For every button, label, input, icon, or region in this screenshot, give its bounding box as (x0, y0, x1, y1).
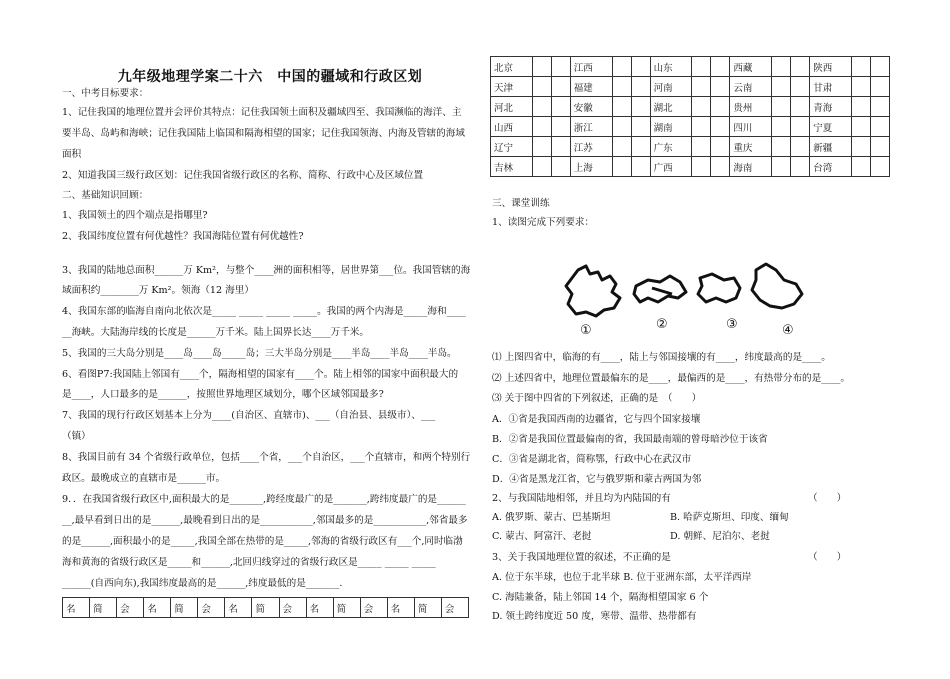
figure-label-1: ① (580, 323, 592, 338)
header-cell: 名 (387, 598, 414, 618)
province-name-cell: 甘肃 (810, 77, 852, 97)
province-2-outline (634, 276, 686, 302)
practice-2-option-D: D. 朝鲜、尼泊尔、老挝 (670, 531, 770, 542)
question-7-line-1: 7、我国的现行行政区划基本上分为____(自治区、直辖市)、___（自治县、县级市）、___ (62, 410, 436, 421)
province-1-outline (566, 266, 620, 316)
province-blank-cell (692, 157, 711, 177)
province-blank-cell (551, 97, 570, 117)
province-blank-cell (551, 117, 570, 137)
province-blank-cell (532, 97, 551, 117)
question-9-line-5: ______(自西向东),我国纬度最高的是______,纬度最低的是_______. (62, 578, 343, 589)
province-blank-cell (631, 117, 650, 137)
header-cell: 会 (279, 598, 306, 618)
section-heading-practice: 三、课堂训练 (492, 198, 550, 209)
province-blank-cell (612, 117, 631, 137)
province-blank-cell (612, 97, 631, 117)
question-9-line-4: 海和黄海的省级行政区是_____和______,北回归线穿过的省级行政区是_____ _____ _____ (62, 557, 436, 568)
province-blank-cell (791, 117, 810, 137)
header-cell: 会 (117, 598, 144, 618)
province-name-cell: 青海 (810, 97, 852, 117)
province-name-cell: 江苏 (570, 137, 612, 157)
question-4-line-1: 4、我国东部的临海自南向北依次是_____ _____ _____ _____。我国的两个内海是_____海和____ (62, 306, 466, 317)
practice-1-sub-3: ⑶ 关于图中四省的下列叙述，正确的是 （ ） (492, 393, 702, 404)
practice-3-answer-paren: （ ） (808, 552, 847, 563)
header-cell: 简 (171, 598, 198, 618)
question-8-line-1: 8、我国目前有 34 个省级行政单位，包括____个省，___个自治区，___个直辖市，和两个特别行 (62, 452, 471, 463)
province-name-cell: 海南 (730, 157, 772, 177)
practice-1-sub-2: ⑵ 上述四省中，地理位置最偏东的是____，最偏西的是____，有热带分布的是____。 (492, 373, 851, 384)
question-6-line-2: 是____，人口最多的是______，按照世界地理区域划分，哪个区域邻国最多? (62, 389, 384, 400)
province-blank-cell (612, 137, 631, 157)
practice-3-option-AB: A. 位于东半球，也位于北半球 B. 位于亚洲东部，太平洋西岸 (492, 572, 752, 583)
province-name-cell: 重庆 (730, 137, 772, 157)
province-name-cell: 西藏 (730, 57, 772, 77)
header-cell: 名 (144, 598, 171, 618)
practice-3-option-D: D. 领土跨纬度近 50 度，寒带、温带、热带都有 (492, 611, 697, 622)
province-outline-figure (560, 258, 830, 340)
page-title: 九年级地理学案二十六 中国的疆域和行政区划 (117, 69, 423, 85)
header-cell: 名 (63, 598, 90, 618)
province-blank-cell (852, 97, 871, 117)
province-blank-cell (852, 137, 871, 157)
province-blank-cell (852, 57, 871, 77)
practice-2-answer-paren: （ ） (808, 493, 847, 504)
province-blank-cell (772, 157, 791, 177)
province-3-outline (698, 274, 740, 302)
province-blank-cell (532, 57, 551, 77)
option-B: B．②省是我国位置最偏南的省，我国最南端的曾母暗沙位于该省 (492, 434, 768, 445)
question-9-line-3: 的是______,面积最小的是_____,我国全部在热带的是_____,邻海的省级行政区有___个,同时临渤 (62, 536, 463, 547)
province-name-cell: 贵州 (730, 97, 772, 117)
practice-2-option-A: A. 俄罗斯、蒙古、巴基斯坦 (492, 512, 611, 523)
province-blank-cell (791, 57, 810, 77)
province-row (491, 97, 890, 117)
province-blank-cell (631, 57, 650, 77)
province-blank-cell (692, 57, 711, 77)
question-4-line-2: __海峡。大陆海岸线的长度是______万千米。陆上国界长达____万千米。 (62, 327, 369, 338)
province-blank-cell (631, 137, 650, 157)
province-blank-cell (711, 57, 730, 77)
province-table-header (62, 597, 469, 618)
province-blank-cell (711, 97, 730, 117)
question-3-line-2: 域面积约________万 Km²。领海（12 海里） (62, 285, 254, 296)
province-blank-cell (852, 77, 871, 97)
province-blank-cell (551, 137, 570, 157)
province-name-cell: 安徽 (570, 97, 612, 117)
province-blank-cell (612, 57, 631, 77)
goal-1-line-2: 要半岛、岛屿和海峡；记住我国陆上临国和隔海相望的国家；记住我国领海、内海及管辖的海域 (62, 128, 465, 139)
province-blank-cell (692, 77, 711, 97)
province-blank-cell (852, 157, 871, 177)
province-blank-cell (532, 117, 551, 137)
header-cell: 名 (225, 598, 252, 618)
province-name-cell: 云南 (730, 77, 772, 97)
province-name-cell: 天津 (491, 77, 533, 97)
question-5: 5、我国的三大岛分别是____岛____岛_____岛；三大半岛分别是____半岛____半岛____半岛。 (62, 348, 457, 359)
province-blank-cell (871, 97, 890, 117)
section-heading-review: 二、基础知识回顾： (62, 190, 149, 201)
province-blank-cell (711, 137, 730, 157)
province-blank-cell (772, 97, 791, 117)
province-name-cell: 辽宁 (491, 137, 533, 157)
province-name-cell: 广东 (650, 137, 692, 157)
province-blank-cell (871, 57, 890, 77)
practice-2-option-B: B. 哈萨克斯坦、印度、缅甸 (670, 512, 789, 523)
question-1: 1、我国领土的四个端点是指哪里? (62, 210, 208, 221)
practice-3-prompt: 3、关于我国地理位置的叙述，不正确的是 (492, 552, 671, 563)
province-name-cell: 湖南 (650, 117, 692, 137)
goal-1-line-1: 1、记住我国的地理位置并会评价其特点：记住我国领土面积及疆域四至、我国濒临的海洋、主 (62, 107, 462, 118)
goal-1-line-3: 面积 (62, 149, 82, 160)
province-blank-cell (772, 137, 791, 157)
province-blank-cell (791, 97, 810, 117)
question-7-line-2: （镇） (62, 431, 91, 442)
province-blank-cell (612, 157, 631, 177)
province-blank-cell (871, 77, 890, 97)
province-blank-cell (532, 157, 551, 177)
province-name-cell: 广西 (650, 157, 692, 177)
province-blank-cell (551, 157, 570, 177)
option-A: A．①省是我国西南的边疆省，它与四个国家接壤 (492, 414, 701, 425)
header-cell: 简 (252, 598, 279, 618)
province-blank-cell (791, 137, 810, 157)
province-name-cell: 浙江 (570, 117, 612, 137)
province-blank-cell (692, 117, 711, 137)
province-name-cell: 福建 (570, 77, 612, 97)
province-name-cell: 山西 (491, 117, 533, 137)
figure-label-3: ③ (726, 317, 738, 332)
province-4-outline (752, 264, 802, 308)
option-C: C．③省是湖北省，简称鄂，行政中心在武汉市 (492, 454, 692, 465)
question-9-line-1: 9．．在我国省级行政区中,面积最大的是_______,跨经度最广的是_______,跨纬度最广的是______ (62, 494, 466, 505)
province-name-cell: 河南 (650, 77, 692, 97)
question-8-line-2: 政区。最晚成立的直辖市是______市。 (62, 473, 226, 484)
province-blank-cell (711, 157, 730, 177)
question-3-line-1: 3、我国的陆地总面积______万 Km²，与整个____洲的面积相等，居世界第___位。我国管辖的海 (62, 265, 471, 276)
province-name-cell: 吉林 (491, 157, 533, 177)
province-blank-cell (772, 57, 791, 77)
province-blank-cell (791, 77, 810, 97)
question-9-line-2: __,最早看到日出的是______,最晚看到日出的是___________,邻国最多的是___________,邻省最多 (62, 515, 468, 526)
section-heading-goals: 一、中考目标要求： (62, 88, 149, 99)
province-blank-cell (871, 157, 890, 177)
province-row (491, 117, 890, 137)
province-blank-cell (852, 117, 871, 137)
header-cell: 简 (90, 598, 117, 618)
province-blank-cell (551, 77, 570, 97)
province-name-cell: 上海 (570, 157, 612, 177)
province-name-cell: 江西 (570, 57, 612, 77)
province-blank-cell (711, 77, 730, 97)
province-blank-cell (631, 77, 650, 97)
province-blank-cell (532, 137, 551, 157)
practice-1-sub-1: ⑴ 上图四省中，临海的有____，陆上与邻国接壤的有____，纬度最高的是____。 (492, 352, 831, 363)
figure-label-2: ② (656, 317, 668, 332)
practice-1-prompt: 1、读图完成下列要求： (492, 217, 595, 228)
header-cell: 会 (441, 598, 468, 618)
header-cell: 会 (198, 598, 225, 618)
province-row (491, 157, 890, 177)
header-cell: 简 (333, 598, 360, 618)
province-blank-cell (532, 77, 551, 97)
province-name-cell: 四川 (730, 117, 772, 137)
province-name-cell: 河北 (491, 97, 533, 117)
province-blank-cell (772, 117, 791, 137)
province-name-cell: 湖北 (650, 97, 692, 117)
province-blank-cell (871, 137, 890, 157)
province-blank-cell (612, 77, 631, 97)
header-cell: 名 (306, 598, 333, 618)
province-blank-cell (711, 117, 730, 137)
question-2: 2、我国纬度位置有何优越性？我国海陆位置有何优越性? (62, 231, 304, 242)
province-blank-cell (791, 157, 810, 177)
province-blank-cell (871, 117, 890, 137)
province-row (491, 57, 890, 77)
province-row (491, 137, 890, 157)
province-blank-cell (551, 57, 570, 77)
practice-2-option-C: C. 蒙古、阿富汗、老挝 (492, 531, 592, 542)
question-6-line-1: 6、看图P7:我国陆上邻国有____个，隔海相望的国家有____个。陆上相邻的国家中面积最大的 (62, 369, 459, 380)
figure-label-4: ④ (782, 323, 794, 338)
header-cell: 简 (414, 598, 441, 618)
province-blank-cell (631, 97, 650, 117)
province-blank-cell (772, 77, 791, 97)
province-name-cell: 台湾 (810, 157, 852, 177)
province-name-cell: 宁夏 (810, 117, 852, 137)
province-blank-cell (692, 137, 711, 157)
province-blank-cell (692, 97, 711, 117)
option-D: D．④省是黑龙江省，它与俄罗斯和蒙古两国为邻 (492, 474, 702, 485)
province-name-cell: 山东 (650, 57, 692, 77)
province-row (491, 77, 890, 97)
province-name-cell: 北京 (491, 57, 533, 77)
practice-2-prompt: 2、与我国陆地相邻，并且均为内陆国的有 (492, 493, 671, 504)
province-blank-cell (631, 157, 650, 177)
province-name-cell: 陕西 (810, 57, 852, 77)
header-cell: 会 (360, 598, 387, 618)
province-name-cell: 新疆 (810, 137, 852, 157)
goal-2: 2、知道我国三级行政区划：记住我国省级行政区的名称、简称、行政中心及区域位置 (62, 170, 424, 181)
province-table (490, 56, 890, 177)
practice-3-option-C: C. 海陆兼备，陆上邻国 14 个，隔海相望国家 6 个 (492, 592, 709, 603)
